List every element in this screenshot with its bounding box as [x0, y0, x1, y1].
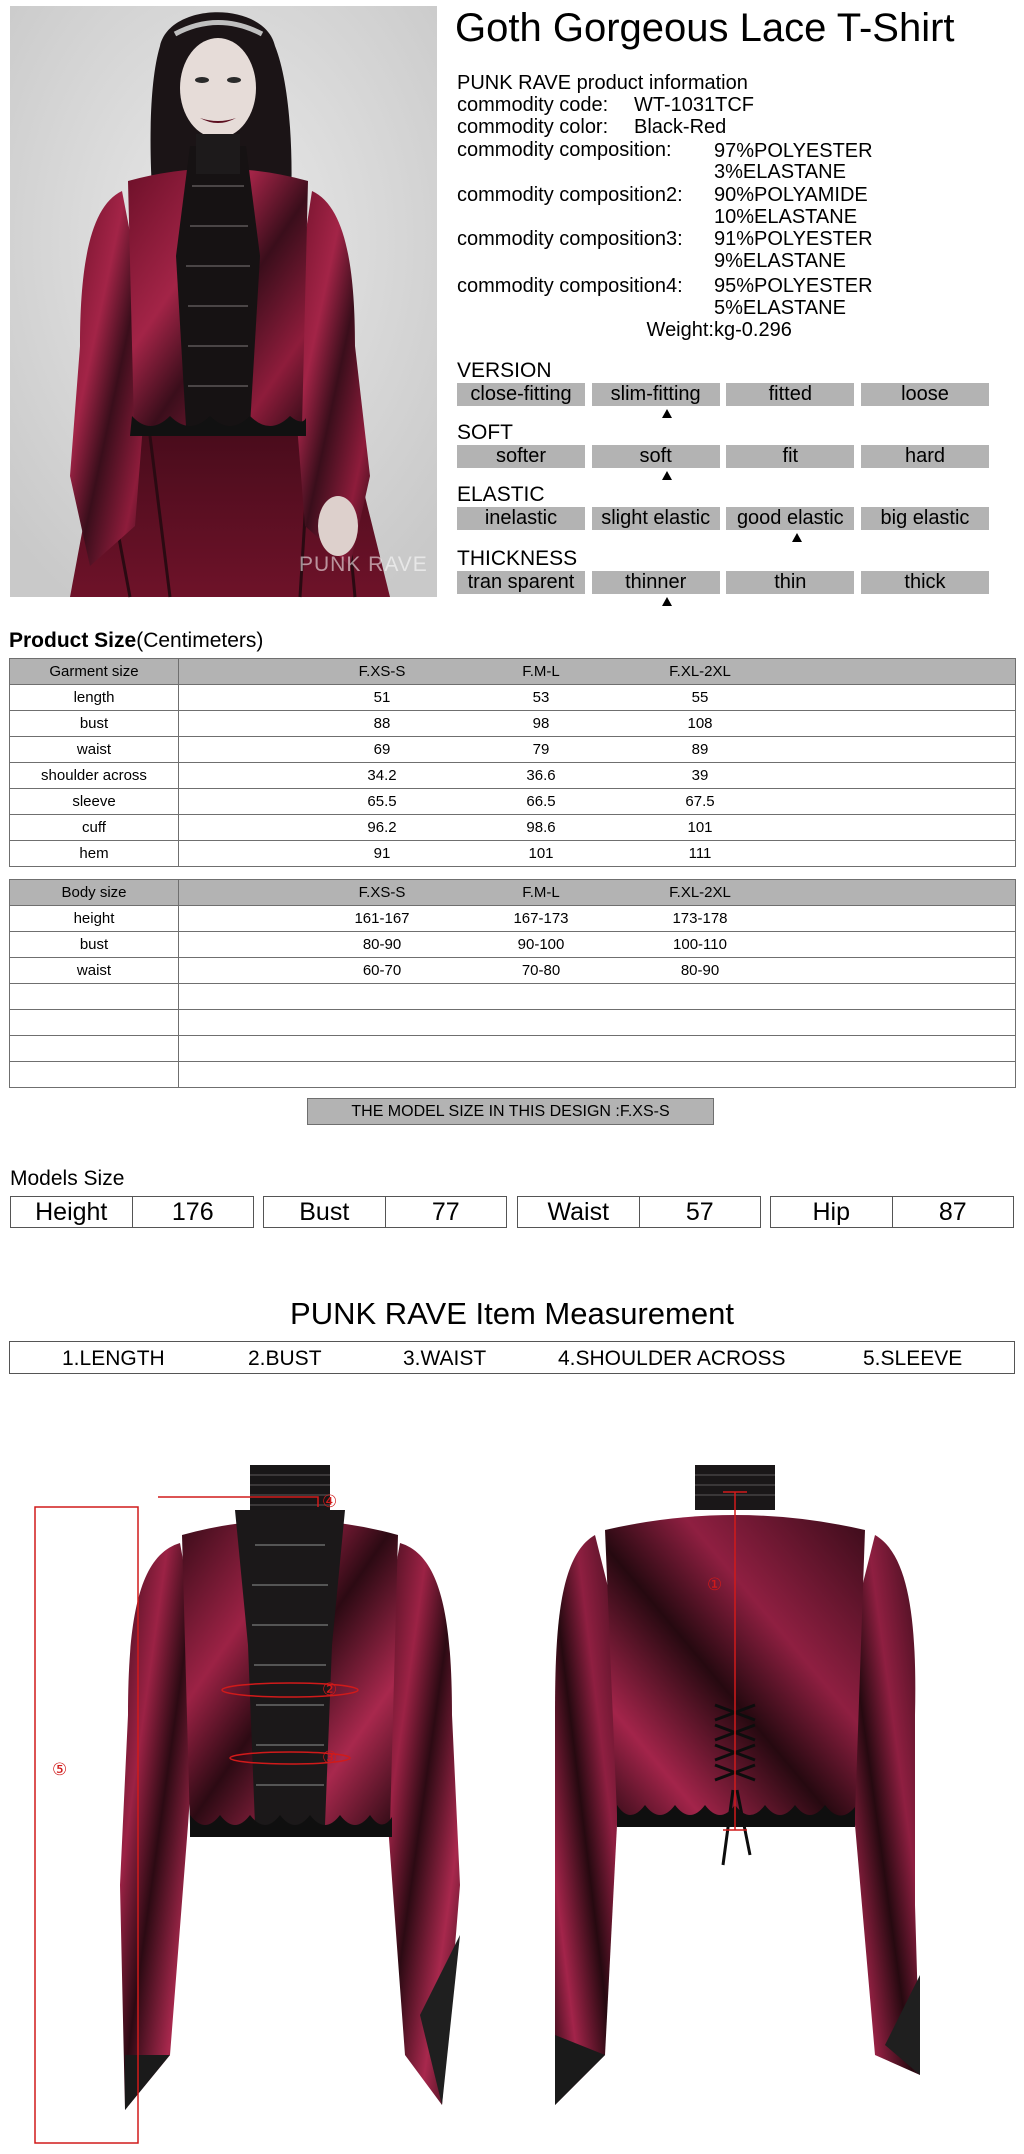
- row-value: 88: [373, 715, 391, 732]
- row-label: waist: [10, 737, 179, 763]
- row-label: shoulder across: [10, 763, 179, 789]
- code-label: commodity code:: [457, 94, 609, 116]
- row-values: [179, 984, 1016, 1010]
- row-values: [179, 906, 1016, 932]
- product-size-unit: (Centimeters): [136, 629, 264, 652]
- table-row: [10, 763, 1016, 789]
- row-values: [179, 737, 1016, 763]
- models-size-title: Models Size: [10, 1167, 125, 1190]
- model-photo-illustration: [10, 6, 437, 597]
- measurement-item-bust: 2.BUST: [248, 1347, 322, 1370]
- garment-size-table: [9, 658, 1016, 867]
- attr-marker: [457, 469, 989, 481]
- row-value: 39: [691, 767, 709, 784]
- row-value: 65.5: [367, 793, 397, 810]
- model-height-value: 176: [132, 1197, 254, 1227]
- table-row: [10, 789, 1016, 815]
- row-values: [179, 711, 1016, 737]
- model-hip-value: 87: [892, 1197, 1014, 1227]
- table-row: [10, 841, 1016, 867]
- attr-option: close-fitting: [457, 383, 585, 406]
- row-label: [10, 1010, 179, 1036]
- attr-option: thick: [861, 571, 989, 594]
- row-value: 70-80: [521, 962, 561, 979]
- measurement-item-shoulder: 4.SHOULDER ACROSS: [558, 1347, 786, 1370]
- back-measure-overlay: [545, 1455, 945, 2145]
- composition3-label: commodity composition3:: [457, 228, 683, 250]
- attr-option: slight elastic: [592, 507, 720, 530]
- size-column-header: F.M-L: [522, 884, 560, 901]
- model-bust-label: Bust: [299, 1198, 350, 1226]
- attr-version: [457, 359, 989, 419]
- marker-1: ①: [707, 1575, 723, 1595]
- table-row: [10, 1036, 1016, 1062]
- row-values: [179, 789, 1016, 815]
- row-label: bust: [10, 711, 179, 737]
- attr-title: THICKNESS: [457, 547, 578, 570]
- row-value: 173-178: [672, 910, 728, 927]
- table-row: [10, 1062, 1016, 1088]
- row-value: 69: [373, 741, 391, 758]
- garment-front-diagram: [52, 1455, 490, 2145]
- product-size-title: [9, 629, 263, 653]
- row-value: 55: [691, 689, 709, 706]
- body-size-table: [9, 879, 1016, 1088]
- attr-marker: [457, 407, 989, 419]
- row-value: 98: [532, 715, 550, 732]
- row-values: [179, 1010, 1016, 1036]
- table-row: [10, 737, 1016, 763]
- marker-2: ②: [322, 1680, 338, 1700]
- table-row: [10, 984, 1016, 1010]
- model-waist-label: Waist: [547, 1198, 610, 1226]
- weight-label: Weight:: [646, 319, 714, 341]
- model-size-note: THE MODEL SIZE IN THIS DESIGN :F.XS-S: [307, 1098, 714, 1125]
- model-hip-label: Hip: [812, 1198, 850, 1226]
- table-row: [10, 1010, 1016, 1036]
- row-label: hem: [10, 841, 179, 867]
- row-value: 53: [532, 689, 550, 706]
- model-bust-value: 77: [385, 1197, 507, 1227]
- product-size-heading: Product Size: [9, 629, 137, 652]
- row-label: [10, 1036, 179, 1062]
- row-values: [179, 958, 1016, 984]
- composition-value: 3%ELASTANE: [714, 161, 846, 183]
- row-value: 101: [528, 845, 554, 862]
- composition3-value: 9%ELASTANE: [714, 250, 846, 272]
- row-value: 36.6: [526, 767, 556, 784]
- marker-3: ③: [322, 1748, 338, 1768]
- row-values: [179, 841, 1016, 867]
- measurement-title: PUNK RAVE Item Measurement: [290, 1296, 734, 1331]
- attr-option: soft: [592, 445, 720, 468]
- attr-option: fitted: [726, 383, 854, 406]
- row-values: [179, 815, 1016, 841]
- composition2-label: commodity composition2:: [457, 184, 683, 206]
- measurement-legend: [9, 1341, 1015, 1374]
- table-row: [10, 932, 1016, 958]
- selected-triangle-icon: [662, 471, 672, 480]
- attr-title: ELASTIC: [457, 483, 545, 506]
- row-value: 34.2: [367, 767, 397, 784]
- table-row: [10, 815, 1016, 841]
- row-label: cuff: [10, 815, 179, 841]
- selected-triangle-icon: [792, 533, 802, 542]
- row-value: 161-167: [354, 910, 410, 927]
- bust-measure-ellipse: [222, 1683, 358, 1697]
- row-value: 90-100: [517, 936, 565, 953]
- composition4-value: 95%POLYESTER: [714, 275, 873, 297]
- model-bust-box: [263, 1196, 507, 1228]
- selected-triangle-icon: [662, 409, 672, 418]
- attr-marker: [457, 595, 989, 607]
- composition3-value: 91%POLYESTER: [714, 228, 873, 250]
- size-column-header: F.XL-2XL: [669, 884, 731, 901]
- row-value: 79: [532, 741, 550, 758]
- row-values: [179, 1062, 1016, 1088]
- attr-title: VERSION: [457, 359, 552, 382]
- product-title: Goth Gorgeous Lace T-Shirt: [455, 6, 955, 50]
- row-value: 51: [373, 689, 391, 706]
- attr-option: thinner: [592, 571, 720, 594]
- photo-watermark: PUNK RAVE: [299, 553, 428, 576]
- table-header-row: [10, 880, 1016, 906]
- row-value: 66.5: [526, 793, 556, 810]
- composition-value: 97%POLYESTER: [714, 140, 873, 162]
- model-hip-box: [770, 1196, 1014, 1228]
- size-column-header: F.XS-S: [358, 884, 406, 901]
- table-row: [10, 711, 1016, 737]
- model-height-label: Height: [35, 1198, 108, 1226]
- garment-back-diagram: [545, 1455, 945, 2145]
- attr-option: fit: [726, 445, 854, 468]
- composition4-label: commodity composition4:: [457, 275, 683, 297]
- table-header-label: Body size: [10, 880, 179, 906]
- row-value: 101: [687, 819, 713, 836]
- attr-option: good elastic: [726, 507, 854, 530]
- size-column-header: F.M-L: [522, 663, 560, 680]
- row-label: length: [10, 685, 179, 711]
- row-value: 98.6: [526, 819, 556, 836]
- model-waist-box: [517, 1196, 761, 1228]
- row-value: 91: [373, 845, 391, 862]
- weight-value: kg-0.296: [714, 319, 792, 341]
- attr-option: tran sparent: [457, 571, 585, 594]
- size-column-header: F.XL-2XL: [669, 663, 731, 680]
- attr-option: softer: [457, 445, 585, 468]
- row-value: 111: [688, 845, 712, 862]
- marker-5: ⑤: [52, 1760, 68, 1780]
- composition-label: commodity composition:: [457, 139, 672, 161]
- row-value: 67.5: [685, 793, 715, 810]
- attr-option: slim-fitting: [592, 383, 720, 406]
- model-height-box: [10, 1196, 254, 1228]
- size-column-header: F.XS-S: [358, 663, 406, 680]
- row-value: 89: [691, 741, 709, 758]
- table-header-sizes: [179, 659, 1016, 685]
- attr-thickness: [457, 547, 989, 607]
- product-info: [457, 72, 1017, 341]
- row-value: 80-90: [680, 962, 720, 979]
- row-value: 80-90: [362, 936, 402, 953]
- attr-option: loose: [861, 383, 989, 406]
- row-values: [179, 932, 1016, 958]
- row-values: [179, 685, 1016, 711]
- row-label: [10, 984, 179, 1010]
- attr-option: thin: [726, 571, 854, 594]
- row-values: [179, 763, 1016, 789]
- model-waist-value: 57: [639, 1197, 761, 1227]
- row-value: 108: [687, 715, 713, 732]
- models-size-row: [10, 1196, 1014, 1228]
- attr-title: SOFT: [457, 421, 513, 444]
- info-heading: PUNK RAVE product information: [457, 72, 748, 94]
- attr-marker: [457, 531, 989, 543]
- composition2-value: 90%POLYAMIDE: [714, 184, 868, 206]
- table-header-row: [10, 659, 1016, 685]
- code-value: WT-1031TCF: [634, 94, 755, 116]
- row-values: [179, 1036, 1016, 1062]
- measurement-item-waist: 3.WAIST: [403, 1347, 487, 1370]
- row-label: height: [10, 906, 179, 932]
- row-label: [10, 1062, 179, 1088]
- marker-4: ④: [322, 1492, 338, 1512]
- selected-triangle-icon: [662, 597, 672, 606]
- shoulder-measure-line: [158, 1497, 318, 1507]
- composition4-value: 5%ELASTANE: [714, 297, 846, 319]
- attr-soft: [457, 421, 989, 481]
- row-label: waist: [10, 958, 179, 984]
- attr-option: inelastic: [457, 507, 585, 530]
- row-label: sleeve: [10, 789, 179, 815]
- table-header-sizes: [179, 880, 1016, 906]
- attr-option: hard: [861, 445, 989, 468]
- table-row: [10, 685, 1016, 711]
- table-row: [10, 906, 1016, 932]
- row-value: 96.2: [367, 819, 397, 836]
- attr-option: big elastic: [861, 507, 989, 530]
- table-row: [10, 958, 1016, 984]
- row-value: 100-110: [673, 936, 727, 953]
- row-value: 60-70: [362, 962, 402, 979]
- attr-elastic: [457, 483, 989, 543]
- color-label: commodity color:: [457, 116, 609, 138]
- table-header-label: Garment size: [10, 659, 179, 685]
- measurement-item-length: 1.LENGTH: [62, 1347, 165, 1370]
- row-label: bust: [10, 932, 179, 958]
- color-value: Black-Red: [634, 116, 727, 138]
- model-photo: [10, 6, 437, 597]
- composition2-value: 10%ELASTANE: [714, 206, 858, 228]
- measurement-item-sleeve: 5.SLEEVE: [863, 1347, 963, 1370]
- sleeve-measure-line: [35, 1507, 138, 2143]
- front-measure-overlay: [52, 1455, 490, 2145]
- row-value: 167-173: [513, 910, 569, 927]
